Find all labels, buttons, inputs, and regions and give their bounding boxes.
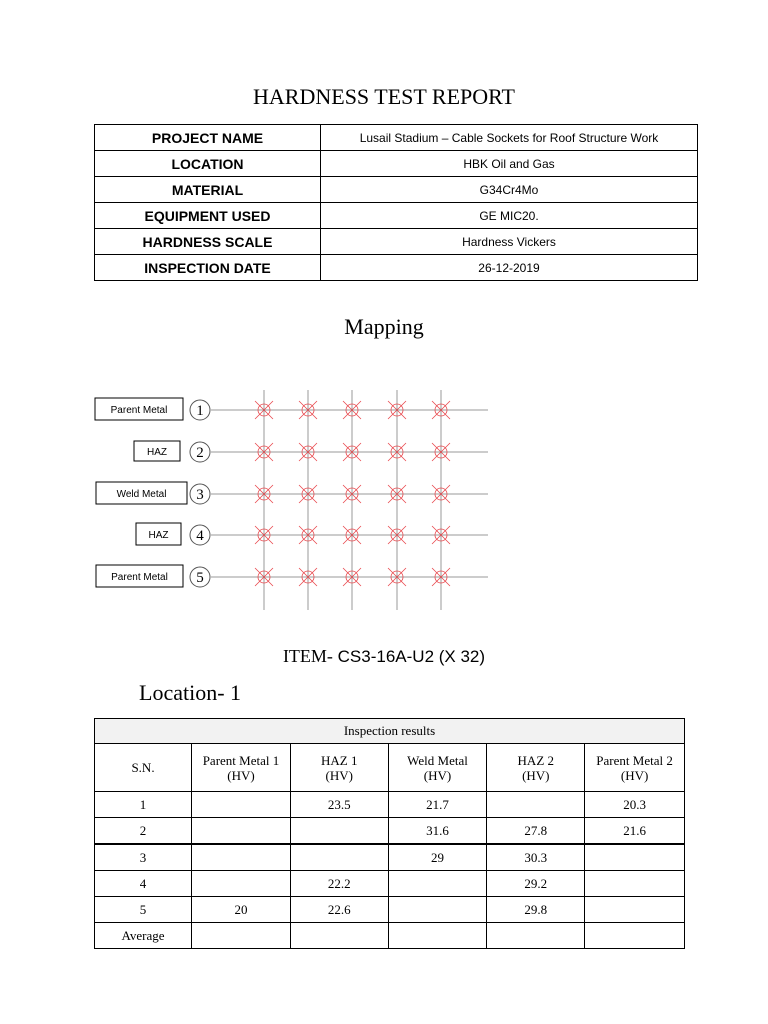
indent-marker (432, 568, 450, 586)
column-header: Weld Metal (HV) (388, 744, 487, 792)
info-key: EQUIPMENT USED (95, 203, 321, 229)
table-cell: 31.6 (388, 818, 487, 845)
indent-marker (432, 443, 450, 461)
table-cell (290, 818, 388, 845)
report-title: HARDNESS TEST REPORT (253, 84, 515, 109)
row-number: 3 (196, 487, 204, 503)
indent-marker (388, 485, 406, 503)
table-cell: 29.2 (487, 871, 585, 897)
item-code (0, 646, 768, 667)
table-cell (290, 844, 388, 871)
info-value: GE MIC20. (321, 203, 698, 229)
table-cell (487, 792, 585, 818)
row-number: 5 (196, 570, 204, 586)
indent-marker (255, 485, 273, 503)
project-info-table (94, 124, 698, 281)
indent-marker (299, 485, 317, 503)
table-cell: 4 (95, 871, 192, 897)
row-number: 1 (196, 403, 204, 419)
table-cell: 29.8 (487, 897, 585, 923)
table-cell (192, 792, 291, 818)
column-header: Parent Metal 1 (HV) (192, 744, 291, 792)
table-cell (192, 844, 291, 871)
info-value: Hardness Vickers (321, 229, 698, 255)
region-label: HAZ (147, 447, 167, 458)
table-cell (192, 818, 291, 845)
indent-marker (255, 443, 273, 461)
table-cell (585, 897, 685, 923)
table-cell (192, 871, 291, 897)
info-value: 26-12-2019 (321, 255, 698, 281)
info-value: G34Cr4Mo (321, 177, 698, 203)
table-caption: Inspection results (95, 719, 685, 744)
table-header-row (95, 744, 685, 792)
info-key: INSPECTION DATE (95, 255, 321, 281)
indent-marker (432, 485, 450, 503)
indent-marker (255, 526, 273, 544)
table-cell (487, 923, 585, 949)
indent-marker (388, 568, 406, 586)
indent-marker (343, 401, 361, 419)
mapping-title: Mapping (344, 314, 424, 339)
indent-marker (255, 401, 273, 419)
indent-marker (299, 568, 317, 586)
table-cell: 2 (95, 818, 192, 845)
info-value: HBK Oil and Gas (321, 151, 698, 177)
table-cell: 27.8 (487, 818, 585, 845)
table-row (95, 844, 685, 871)
region-label: HAZ (148, 530, 169, 541)
info-row (95, 177, 698, 203)
region-label: Weld Metal (116, 489, 167, 500)
region-label: Parent Metal (110, 405, 168, 416)
table-row (95, 923, 685, 949)
inspection-results-table (94, 718, 685, 949)
indent-marker (432, 401, 450, 419)
table-cell (388, 897, 487, 923)
indent-marker (299, 526, 317, 544)
item-code-value: CS3-16A-U2 (X 32) (337, 647, 486, 666)
info-row (95, 125, 698, 151)
table-cell: 22.6 (290, 897, 388, 923)
row-number: 2 (196, 445, 204, 461)
row-number: 4 (196, 528, 204, 544)
table-cell (388, 923, 487, 949)
indent-marker (343, 485, 361, 503)
indent-marker (299, 443, 317, 461)
info-row (95, 203, 698, 229)
table-cell (290, 923, 388, 949)
table-cell: 20 (192, 897, 291, 923)
table-row (95, 897, 685, 923)
mapping-diagram (0, 380, 768, 620)
info-key: LOCATION (95, 151, 321, 177)
indent-marker (388, 526, 406, 544)
table-cell: Average (95, 923, 192, 949)
table-row (95, 818, 685, 845)
column-header: HAZ 1 (HV) (290, 744, 388, 792)
info-value: Lusail Stadium – Cable Sockets for Roof Structure Work (321, 125, 698, 151)
location-heading: Location- 1 (139, 680, 242, 705)
table-cell (585, 844, 685, 871)
table-row (95, 792, 685, 818)
indent-marker (343, 526, 361, 544)
table-cell: 5 (95, 897, 192, 923)
table-cell (585, 871, 685, 897)
column-header: S.N. (95, 744, 192, 792)
table-cell: 23.5 (290, 792, 388, 818)
table-cell: 20.3 (585, 792, 685, 818)
info-key: PROJECT NAME (95, 125, 321, 151)
table-cell: 21.7 (388, 792, 487, 818)
table-cell (585, 923, 685, 949)
region-label: Parent Metal (111, 572, 168, 583)
indent-marker (432, 526, 450, 544)
table-cell: 22.2 (290, 871, 388, 897)
indent-marker (343, 568, 361, 586)
indent-marker (388, 401, 406, 419)
table-cell: 21.6 (585, 818, 685, 845)
item-prefix: ITEM- (282, 646, 333, 666)
indent-marker (343, 443, 361, 461)
table-row (95, 871, 685, 897)
indent-marker (299, 401, 317, 419)
column-header: Parent Metal 2 (HV) (585, 744, 685, 792)
info-row (95, 255, 698, 281)
info-row (95, 229, 698, 255)
info-row (95, 151, 698, 177)
table-cell: 3 (95, 844, 192, 871)
table-cell: 1 (95, 792, 192, 818)
indent-marker (388, 443, 406, 461)
info-key: MATERIAL (95, 177, 321, 203)
column-header: HAZ 2 (HV) (487, 744, 585, 792)
info-key: HARDNESS SCALE (95, 229, 321, 255)
table-cell: 30.3 (487, 844, 585, 871)
table-cell (192, 923, 291, 949)
indent-marker (255, 568, 273, 586)
table-cell: 29 (388, 844, 487, 871)
table-cell (388, 871, 487, 897)
